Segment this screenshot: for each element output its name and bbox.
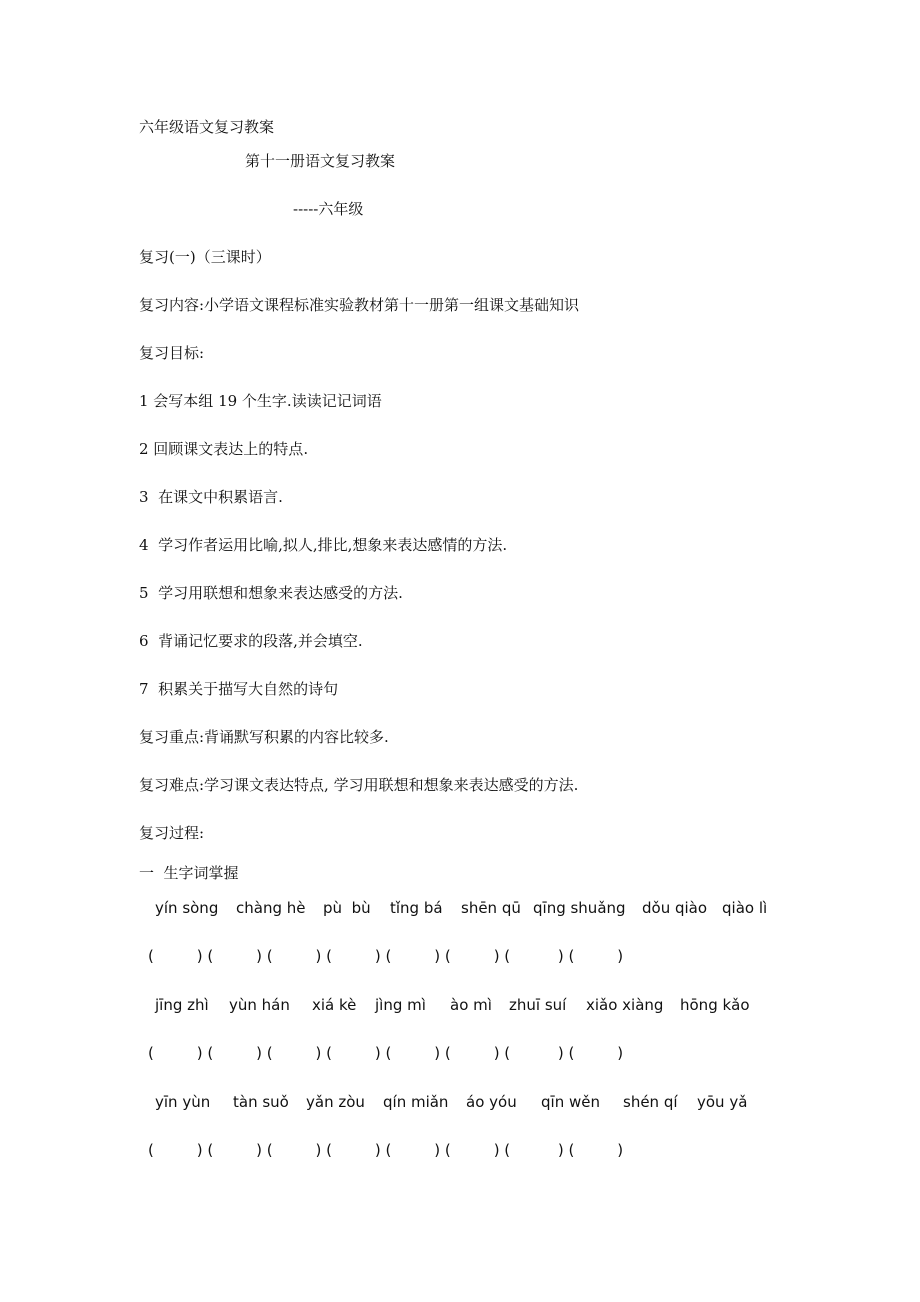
goal-item: 2 回顾课文表达上的特点. [139, 440, 309, 458]
goal-item: 6 背诵记忆要求的段落,并会填空. [139, 632, 363, 650]
pinyin-word: qīn wěn [541, 1093, 600, 1111]
section-title: 复习(一)（三课时） [139, 248, 271, 266]
goal-item: 1 会写本组 19 个生字.读读记记词语 [139, 392, 382, 410]
pinyin-word: zhuī suí [509, 996, 567, 1014]
pinyin-word: dǒu qiào [642, 899, 708, 917]
pinyin-word: yōu yǎ [697, 1093, 748, 1111]
document-heading: 六年级语文复习教案 [139, 118, 275, 136]
document-subtitle: 第十一册语文复习教案 [245, 152, 396, 170]
part-one-title: 一 生字词掌握 [139, 864, 239, 882]
blank-row: ( ) ( ) ( ) ( ) ( ) ( ) ( ) ( ) [148, 947, 624, 965]
pinyin-word: ào mì [450, 996, 492, 1014]
pinyin-word: qiào lì [722, 899, 768, 917]
pinyin-word: qín miǎn [383, 1093, 449, 1111]
pinyin-word: xiǎo xiàng [586, 996, 664, 1014]
review-content: 复习内容:小学语文课程标准实验教材第十一册第一组课文基础知识 [139, 296, 580, 314]
grade-label: -----六年级 [293, 200, 364, 218]
pinyin-word: yín sòng [155, 899, 219, 917]
pinyin-word: shén qí [623, 1093, 678, 1111]
pinyin-word: yǎn zòu [306, 1093, 365, 1111]
pinyin-word: tǐng bá [390, 899, 443, 917]
process-title: 复习过程: [139, 824, 205, 842]
pinyin-word: tàn suǒ [233, 1093, 289, 1111]
goals-title: 复习目标: [139, 344, 205, 362]
pinyin-word: pù bù [323, 899, 371, 917]
difficult-point: 复习难点:学习课文表达特点, 学习用联想和想象来表达感受的方法. [139, 776, 579, 794]
goal-item: 7 积累关于描写大自然的诗句 [139, 680, 339, 698]
pinyin-word: hōng kǎo [680, 996, 750, 1014]
pinyin-word: shēn qū [461, 899, 521, 917]
pinyin-word: jìng mì [375, 996, 426, 1014]
pinyin-word: xiá kè [312, 996, 357, 1014]
goal-item: 3 在课文中积累语言. [139, 488, 283, 506]
blank-row: ( ) ( ) ( ) ( ) ( ) ( ) ( ) ( ) [148, 1044, 624, 1062]
pinyin-word: áo yóu [466, 1093, 517, 1111]
pinyin-word: yùn hán [229, 996, 290, 1014]
blank-row: ( ) ( ) ( ) ( ) ( ) ( ) ( ) ( ) [148, 1141, 624, 1159]
key-point: 复习重点:背诵默写积累的内容比较多. [139, 728, 389, 746]
pinyin-word: qīng shuǎng [533, 899, 626, 917]
pinyin-word: chàng hè [236, 899, 306, 917]
pinyin-word: jīng zhì [155, 996, 209, 1014]
pinyin-word: yīn yùn [155, 1093, 211, 1111]
goal-item: 4 学习作者运用比喻,拟人,排比,想象来表达感情的方法. [139, 536, 508, 554]
goal-item: 5 学习用联想和想象来表达感受的方法. [139, 584, 403, 602]
